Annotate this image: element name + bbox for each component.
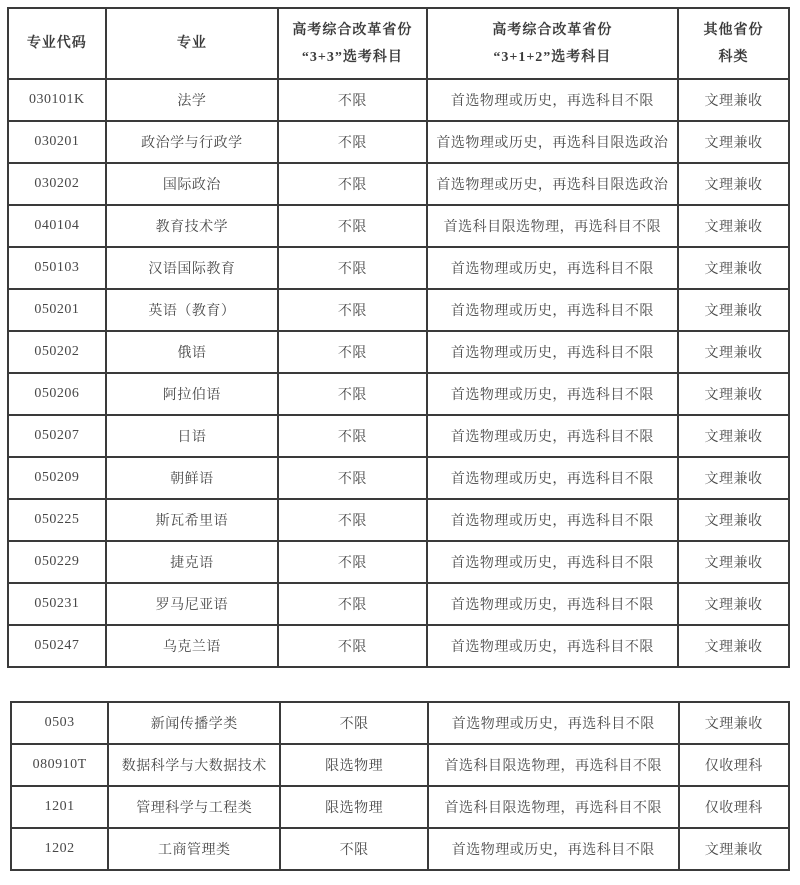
table-cell: 不限 [278,499,426,541]
table-cell: 国际政治 [106,163,279,205]
table-cell: 不限 [278,79,426,121]
table-cell: 文理兼收 [678,583,789,625]
table-cell: 1201 [11,786,108,828]
table-cell: 不限 [278,373,426,415]
table-cell: 文理兼收 [678,163,789,205]
table-row [11,702,789,744]
header-line: “3+3”选考科目 [301,49,403,65]
table-cell: 080910T [11,744,108,786]
header-line: “3+1+2”选考科目 [493,49,612,65]
table-cell: 030201 [8,121,106,163]
table-cell: 教育技术学 [106,205,279,247]
table-cell: 首选物理或历史，再选科目不限 [427,583,678,625]
column-header-3plus1plus2-subjects [427,8,678,79]
column-header-3plus3-subjects [278,8,426,79]
table-cell: 文理兼收 [678,373,789,415]
table-cell: 文理兼收 [678,79,789,121]
table-cell: 汉语国际教育 [106,247,279,289]
table-cell: 文理兼收 [678,121,789,163]
table-body [11,702,789,870]
table-row [8,121,789,163]
table-cell: 不限 [280,702,428,744]
table-cell: 不限 [278,457,426,499]
table-cell: 050207 [8,415,106,457]
header-line: 高考综合改革省份 [292,22,413,38]
table-cell: 首选科目限选物理，再选科目不限 [427,205,678,247]
header-line: 科类 [718,49,749,65]
header-line: 专业 [176,36,207,51]
table-cell: 050206 [8,373,106,415]
table-cell: 050209 [8,457,106,499]
header-line: 其他省份 [703,22,764,38]
table-cell: 0503 [11,702,108,744]
table-cell: 数据科学与大数据技术 [108,744,280,786]
header-line: 高考综合改革省份 [492,22,613,38]
table-cell: 文理兼收 [678,289,789,331]
table-cell: 限选物理 [280,786,428,828]
table-row [8,625,789,667]
table-row [8,499,789,541]
table-cell: 不限 [278,205,426,247]
table-cell: 不限 [278,541,426,583]
table-cell: 工商管理类 [108,828,280,870]
table-cell: 文理兼收 [678,331,789,373]
table-cell: 不限 [278,121,426,163]
table-cell: 首选科目限选物理，再选科目不限 [428,744,679,786]
table-row [8,247,789,289]
table-cell: 首选物理或历史，再选科目限选政治 [427,163,678,205]
table-cell: 首选物理或历史，再选科目不限 [427,289,678,331]
table-header [8,8,789,79]
table-body [8,79,789,667]
table-cell: 文理兼收 [678,499,789,541]
table-cell: 首选物理或历史，再选科目不限 [427,499,678,541]
table-cell: 文理兼收 [678,247,789,289]
column-header-major [106,8,279,79]
table-cell: 首选科目限选物理，再选科目不限 [428,786,679,828]
table-cell: 首选物理或历史，再选科目不限 [427,373,678,415]
table-cell: 俄语 [106,331,279,373]
header-line: 专业代码 [26,36,87,51]
table-cell: 050103 [8,247,106,289]
table-cell: 首选物理或历史，再选科目不限 [427,247,678,289]
table-cell: 1202 [11,828,108,870]
table-cell: 英语（教育） [106,289,279,331]
table-cell: 050229 [8,541,106,583]
table-cell: 文理兼收 [678,625,789,667]
table-cell: 首选物理或历史，再选科目不限 [427,331,678,373]
table-cell: 不限 [278,289,426,331]
table-cell: 罗马尼亚语 [106,583,279,625]
table-row [8,583,789,625]
table-cell: 文理兼收 [679,828,789,870]
column-header-major-code [8,8,106,79]
table-cell: 日语 [106,415,279,457]
table-cell: 050201 [8,289,106,331]
table-cell: 040104 [8,205,106,247]
table-cell: 首选物理或历史，再选科目不限 [427,541,678,583]
table-row [11,744,789,786]
table-row [8,331,789,373]
table-cell: 仅收理科 [679,786,789,828]
table-cell: 030202 [8,163,106,205]
table-cell: 政治学与行政学 [106,121,279,163]
table-cell: 首选物理或历史，再选科目不限 [427,79,678,121]
table-cell: 不限 [278,415,426,457]
table-row [11,786,789,828]
table-cell: 不限 [278,163,426,205]
majors-requirements-table-continued [10,701,790,871]
table-cell: 朝鲜语 [106,457,279,499]
table-row [8,79,789,121]
table-cell: 文理兼收 [679,702,789,744]
table-row [8,457,789,499]
table-cell: 050202 [8,331,106,373]
table-row [8,541,789,583]
table-cell: 050247 [8,625,106,667]
table-cell: 不限 [278,331,426,373]
table-cell: 不限 [278,247,426,289]
table-cell: 斯瓦希里语 [106,499,279,541]
header-row [8,8,789,79]
table-cell: 新闻传播学类 [108,702,280,744]
table-row [8,373,789,415]
table-cell: 不限 [278,625,426,667]
table-row [8,415,789,457]
table-cell: 管理科学与工程类 [108,786,280,828]
table-cell: 030101K [8,79,106,121]
table-cell: 限选物理 [280,744,428,786]
table-cell: 首选物理或历史，再选科目不限 [428,828,679,870]
table-cell: 捷克语 [106,541,279,583]
table-cell: 文理兼收 [678,415,789,457]
table-cell: 法学 [106,79,279,121]
table-row [8,289,789,331]
table-cell: 仅收理科 [679,744,789,786]
table-cell: 文理兼收 [678,541,789,583]
table-row [8,205,789,247]
table-cell: 文理兼收 [678,205,789,247]
table-cell: 050231 [8,583,106,625]
table-cell: 乌克兰语 [106,625,279,667]
table-row [8,163,789,205]
table-row [11,828,789,870]
table-cell: 不限 [278,583,426,625]
table-cell: 首选物理或历史，再选科目不限 [427,415,678,457]
table-cell: 不限 [280,828,428,870]
table-cell: 阿拉伯语 [106,373,279,415]
table-cell: 文理兼收 [678,457,789,499]
table-cell: 首选物理或历史，再选科目不限 [427,457,678,499]
table-cell: 050225 [8,499,106,541]
majors-requirements-table [7,7,790,668]
table-cell: 首选物理或历史，再选科目不限 [428,702,679,744]
table-cell: 首选物理或历史，再选科目不限 [427,625,678,667]
table-cell: 首选物理或历史，再选科目限选政治 [427,121,678,163]
column-header-other-provinces-category [678,8,789,79]
